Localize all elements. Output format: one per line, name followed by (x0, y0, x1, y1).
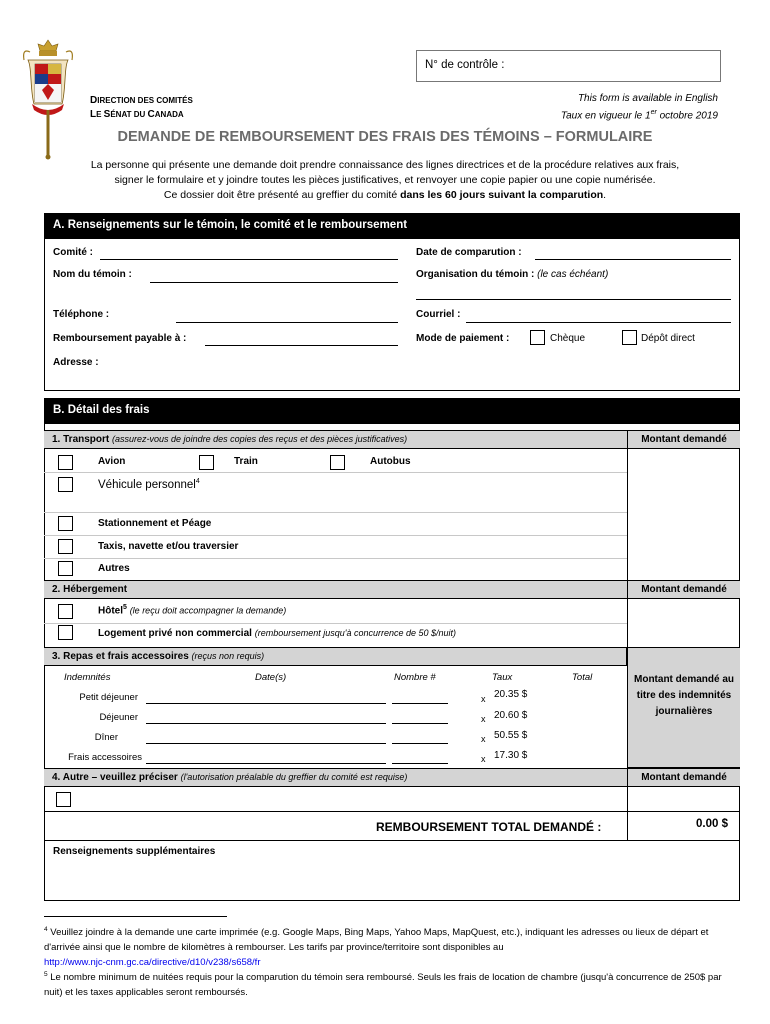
transport-amount-column[interactable] (627, 449, 740, 580)
witness-name-label: Nom du témoin : (53, 269, 132, 280)
meal-rate: 17.30 $ (494, 750, 528, 761)
lodging-header: 2. Hébergement (44, 580, 627, 599)
email-input[interactable] (466, 322, 731, 323)
payable-to-input[interactable] (205, 345, 398, 346)
intro-text: La personne qui présente une demande doit prendre connaissance des lignes directrices et de la procédure relatives aux frais, signer le formulaire et y joindre toutes les pièces justificatives, et renvoyer une copie papier ou une copie numérisée. Ce dossier doit être présenté au greffier du comité dans les 60 jours suivant la comparution. (90, 159, 680, 201)
direct-deposit-checkbox[interactable] (622, 330, 637, 345)
meal-dates-input[interactable] (146, 743, 386, 744)
col-dates: Date(s) (255, 672, 287, 683)
hotel-checkbox[interactable] (58, 604, 73, 619)
section-a-frame (44, 238, 740, 391)
per-diem-amount-header: Montant demandé au titre des indemnités journalières (627, 666, 740, 768)
meal-row-label: Petit déjeuner (79, 692, 138, 703)
meal-dates-input[interactable] (146, 703, 386, 704)
section-a-header: A. Renseignements sur le témoin, le comité et le remboursement (44, 213, 740, 238)
other-amount-header: Montant demandé (627, 768, 740, 787)
meal-number-input[interactable] (392, 723, 448, 724)
payment-mode-label: Mode de paiement : (416, 333, 510, 344)
hotel-label: Hôtel$^5$ (le reçu doit accompagner la demande) (98, 604, 287, 617)
additional-info-input[interactable] (44, 858, 740, 900)
private-lodging-label: Logement privé non commercial (remboursement jusqu'à concurrence de 50 $/nuit) (98, 628, 457, 639)
direct-deposit-label: Dépôt direct (641, 333, 695, 344)
phone-label: Téléphone : (53, 309, 110, 320)
taxi-label: Taxis, navette et/ou traversier (98, 541, 239, 552)
meal-rate: 20.60 $ (494, 710, 528, 721)
footnote-5: $^5$ Le nombre minimum de nuitées requis pour la comparution du témoin sera remboursé. Seuls les frais de location de chambre (jusqu'à concurrence de 250$ par nuit) et les taxes applicables seront remboursés. (44, 971, 722, 999)
meal-row-label: Dîner (94, 732, 118, 743)
payable-to-label: Remboursement payable à : (53, 333, 187, 344)
col-allowances: Indemnités (64, 672, 111, 683)
parking-label: Stationnement et Péage (98, 518, 212, 529)
department-name: DIRECTION DES COMITÉS LE SÉNAT DU CANADA (90, 95, 193, 120)
lodging-amount-header: Montant demandé (627, 580, 740, 599)
personal-vehicle-checkbox[interactable] (58, 477, 73, 492)
private-lodging-checkbox[interactable] (58, 625, 73, 640)
total-value: 0.00 $ (696, 818, 728, 830)
personal-vehicle-label: Véhicule personnel$^4$ (98, 478, 200, 491)
col-number: Nombre # (394, 672, 436, 683)
meal-number-input[interactable] (392, 703, 448, 704)
cheque-checkbox[interactable] (530, 330, 545, 345)
lodging-amount-column[interactable] (627, 599, 740, 647)
plane-label: Avion (98, 456, 126, 467)
email-label: Courriel : (416, 309, 461, 320)
parking-checkbox[interactable] (58, 516, 73, 531)
meal-rate: 20.35 $ (494, 689, 528, 700)
meal-dates-input[interactable] (146, 723, 386, 724)
appearance-date-label: Date de comparution : (416, 247, 522, 258)
total-label: REMBOURSEMENT TOTAL DEMANDÉ : (376, 820, 602, 834)
other-checkbox[interactable] (56, 792, 71, 807)
plane-checkbox[interactable] (58, 455, 73, 470)
footnote-separator (44, 916, 227, 917)
meal-dates-input[interactable] (146, 763, 386, 764)
committee-label: Comité : (53, 247, 93, 258)
section-b-header: B. Détail des frais (44, 398, 740, 423)
train-label: Train (234, 456, 258, 467)
col-total: Total (572, 672, 593, 683)
other-transport-label: Autres (98, 563, 130, 574)
bus-label: Autobus (370, 456, 411, 467)
bus-checkbox[interactable] (330, 455, 345, 470)
other-transport-checkbox[interactable] (58, 561, 73, 576)
address-label: Adresse : (53, 357, 99, 368)
phone-input[interactable] (176, 322, 398, 323)
form-availability-note: This form is available in English Taux en vigueur le 1er octobre 2019 (560, 93, 718, 122)
other-header: 4. Autre – veuillez préciser (l'autorisation préalable du greffier du comité est requise) (44, 768, 627, 787)
witness-org-input[interactable] (416, 299, 731, 300)
footnote-4: $^4$ Veuillez joindre à la demande une carte imprimée (e.g. Google Maps, Bing Maps, Yahoo Maps, MapQuest, etc.), indiquant les adresses ou lieux de départ et d'arrivée ainsi que le nombre de kilomètres à rembourser. Les tarifs par province/territoire sont disponibles au http://www.njc-cnm.gc.ca/directive/d10/v238/s658/fr (44, 926, 709, 969)
control-number-label: N° de contrôle : (425, 59, 505, 71)
form-title: DEMANDE DE REMBOURSEMENT DES FRAIS DES TÉMOINS – FORMULAIRE (117, 129, 653, 145)
meals-header: 3. Repas et frais accessoires (reçus non requis) (44, 647, 627, 666)
taxi-checkbox[interactable] (58, 539, 73, 554)
transport-header: 1. Transport (assurez-vous de joindre des copies des reçus et des pièces justificatives) (44, 430, 627, 449)
transport-amount-header: Montant demandé (627, 430, 740, 449)
meal-rate: 50.55 $ (494, 730, 528, 741)
meal-row-label: Déjeuner (99, 712, 138, 723)
njc-link[interactable]: http://www.njc-cnm.gc.ca/directive/d10/v238/s658/fr (44, 957, 261, 969)
committee-input[interactable] (100, 259, 398, 260)
other-amount-column[interactable] (627, 787, 740, 840)
witness-org-label: Organisation du témoin : (le cas échéant) (416, 269, 609, 280)
control-number-field[interactable] (416, 50, 721, 82)
witness-name-input[interactable] (150, 282, 398, 283)
meal-number-input[interactable] (392, 763, 448, 764)
appearance-date-input[interactable] (535, 259, 731, 260)
col-rate: Taux (492, 672, 513, 683)
cheque-label: Chèque (550, 333, 586, 344)
additional-info-label: Renseignements supplémentaires (53, 846, 216, 857)
meal-row-label: Frais accessoires (68, 752, 142, 763)
train-checkbox[interactable] (199, 455, 214, 470)
meal-number-input[interactable] (392, 743, 448, 744)
